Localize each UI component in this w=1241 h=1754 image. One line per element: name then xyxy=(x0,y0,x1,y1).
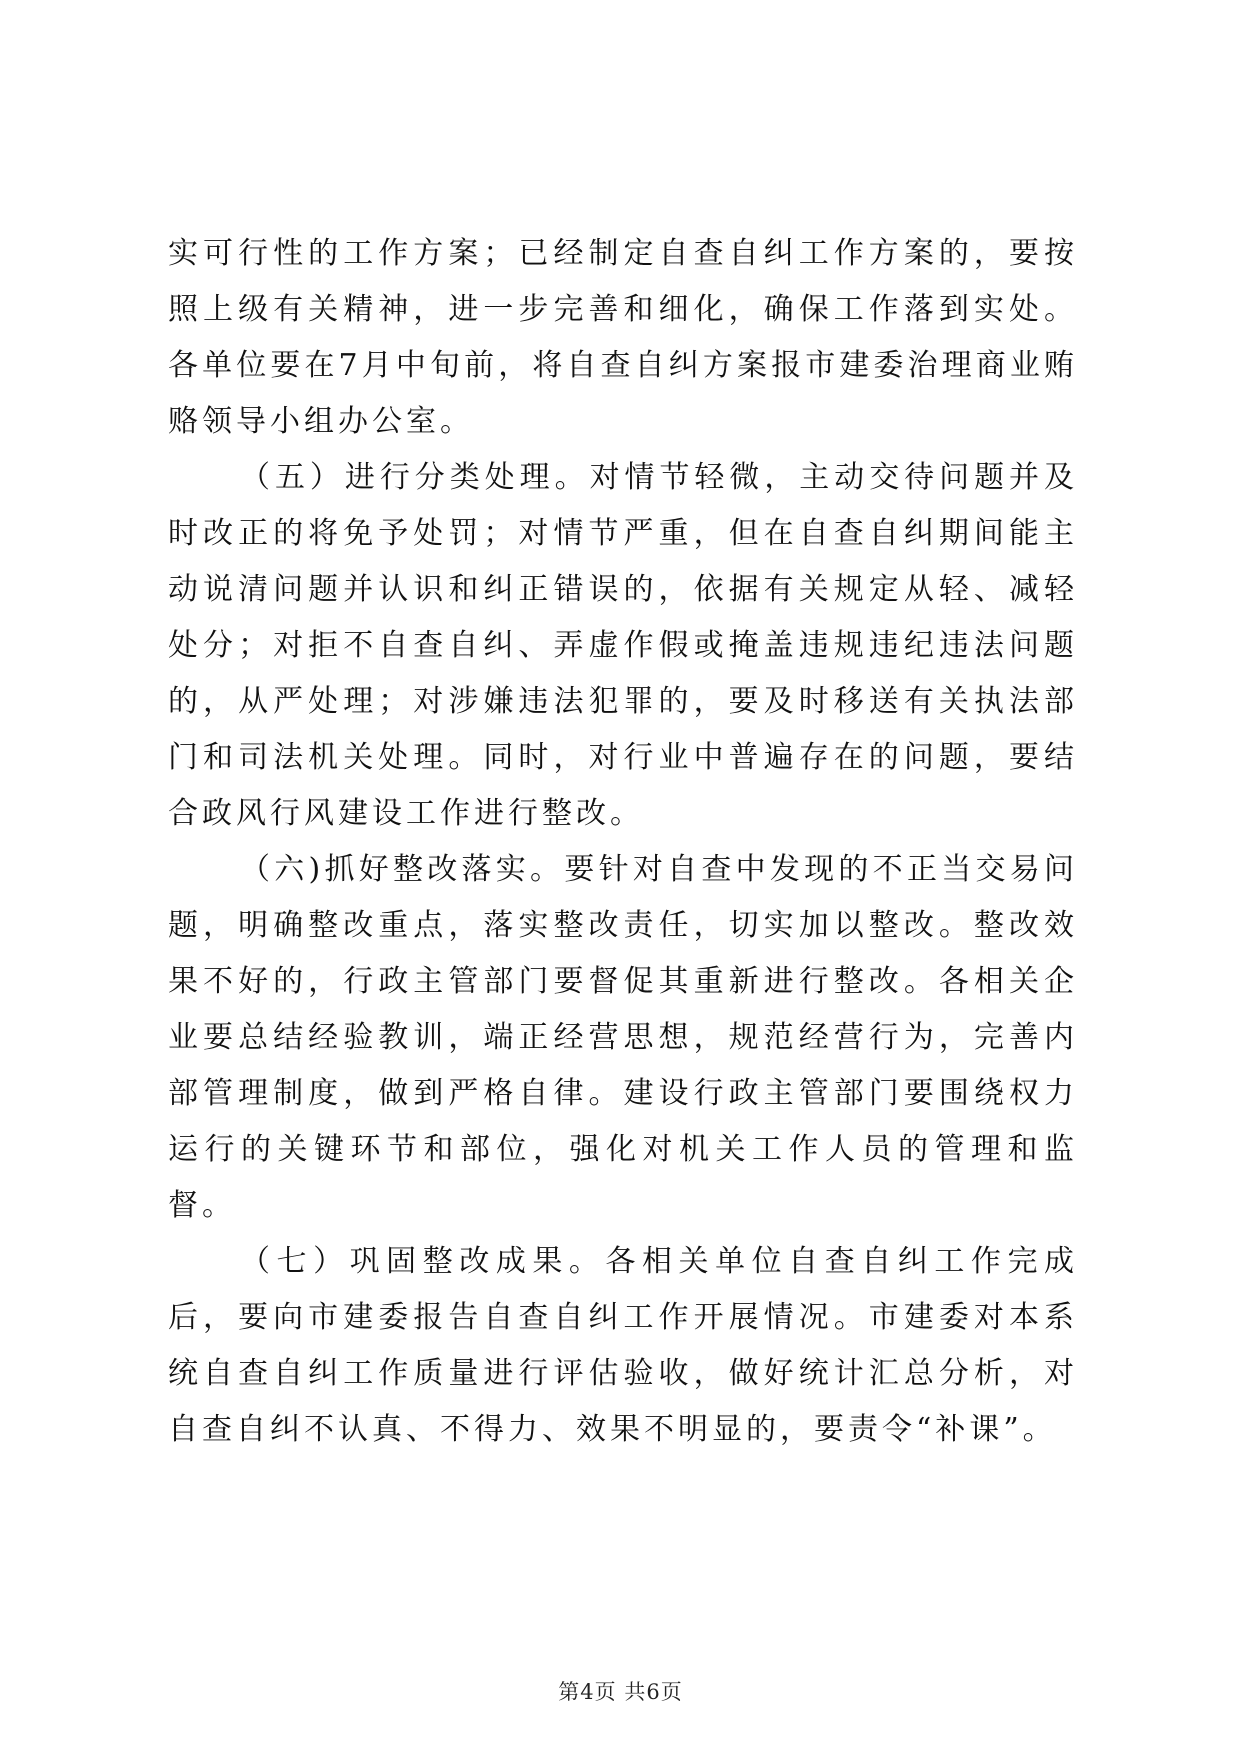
page-number-footer: 第4页 共6页 xyxy=(558,1680,683,1704)
paragraph-section-7: （七）巩固整改成果。各相关单位自查自纠工作完成后，要向市建委报告自查自纠工作开展情况。市建委对本系统自查自纠工作质量进行评估验收，做好统计汇总分析，对自查自纠不认真、不得力、效果不明显的，要责令“补课”。 xyxy=(168,1244,1078,1447)
document-body xyxy=(168,226,1078,1458)
paragraph-continued: 实可行性的工作方案；已经制定自查自纠工作方案的，要按照上级有关精神，进一步完善和细化，确保工作落到实处。各单位要在7月中旬前，将自查自纠方案报市建委治理商业贿赂领导小组办公室。 xyxy=(168,236,1078,439)
paragraph-section-5: （五）进行分类处理。对情节轻微，主动交待问题并及时改正的将免予处罚；对情节严重，但在自查自纠期间能主动说清问题并认识和纠正错误的，依据有关规定从轻、减轻处分；对拒不自查自纠、弄虚作假或掩盖违规违纪违法问题的，从严处理；对涉嫌违法犯罪的，要及时移送有关执法部门和司法机关处理。同时，对行业中普遍存在的问题，要结合政风行风建设工作进行整改。 xyxy=(168,460,1078,831)
paragraph-section-6: （六)抓好整改落实。要针对自查中发现的不正当交易问题，明确整改重点，落实整改责任，切实加以整改。整改效果不好的，行政主管部门要督促其重新进行整改。各相关企业要总结经验教训，端正经营思想，规范经营行为，完善内部管理制度，做到严格自律。建设行政主管部门要围绕权力运行的关键环节和部位，强化对机关工作人员的管理和监督。 xyxy=(168,852,1078,1223)
